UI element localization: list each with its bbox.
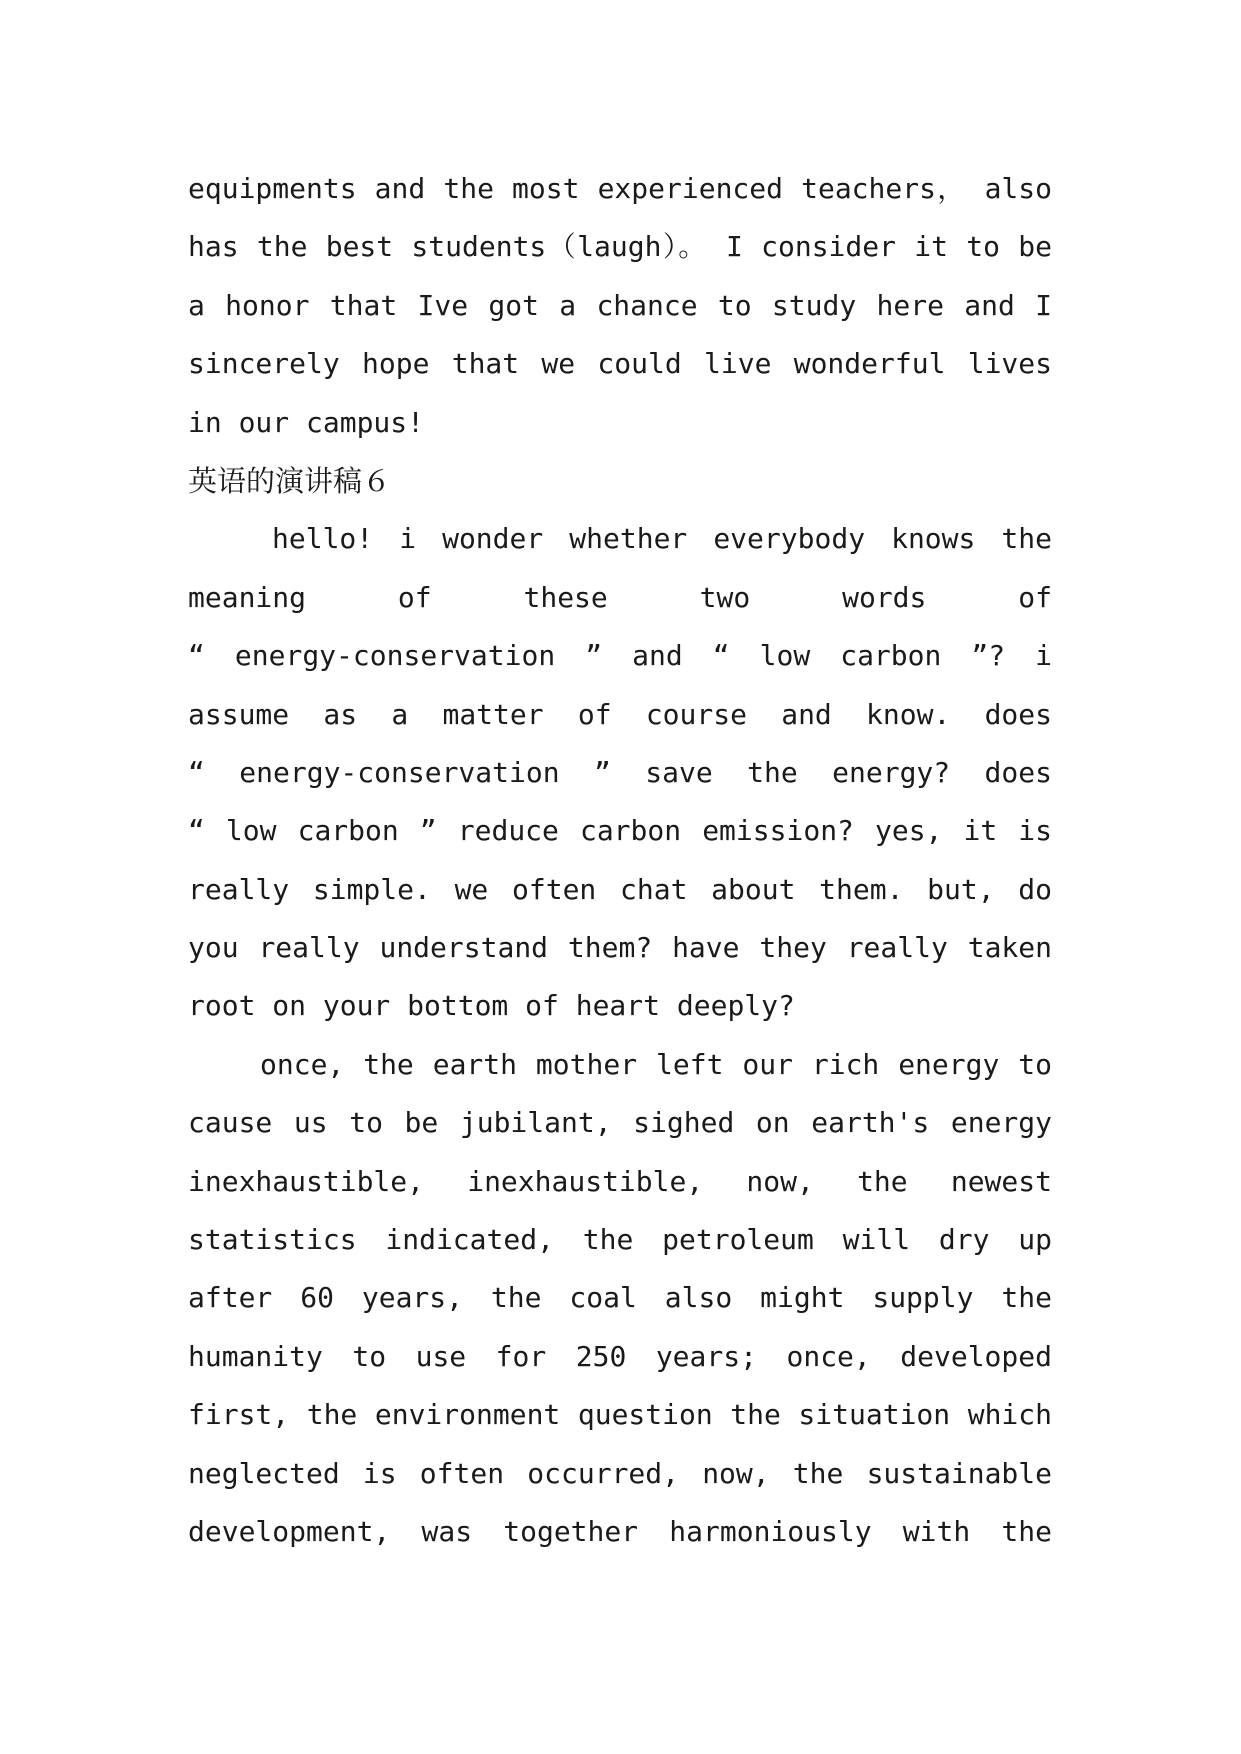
text-line: assume as a matter of course and know. does <box>188 697 1052 731</box>
text-line: first, the environment question the situation which <box>188 1398 1052 1432</box>
text-line: you really understand them? have they really taken <box>188 931 1052 965</box>
text-line: neglected is often occurred, now, the sustainable <box>188 1456 1052 1490</box>
text-line: once, the earth mother left our rich energy to <box>260 1047 1052 1081</box>
text-line: sincerely hope that we could live wonderful lives <box>188 347 1052 381</box>
text-line: root on your bottom of heart deeply? <box>188 989 795 1023</box>
text-line: development, was together harmoniously with the <box>188 1514 1052 1548</box>
text-line: equipments and the most experienced teachers， also <box>188 172 1052 205</box>
text-line: inexhaustible, inexhaustible, now, the newest <box>188 1164 1052 1198</box>
text-line: “ energy-conservation ” save the energy? does <box>188 755 1052 789</box>
continuation-paragraph <box>188 160 1052 452</box>
text-line: “ energy-conservation ” and “ low carbon ”? i <box>188 639 1052 673</box>
text-line: after 60 years, the coal also might supply the <box>188 1281 1052 1315</box>
document-body <box>188 160 1052 1561</box>
text-line: cause us to be jubilant, sighed on earth's energy <box>188 1106 1052 1140</box>
section-heading: 英语的演讲稿６ <box>188 463 392 498</box>
text-line: in our campus! <box>188 405 425 439</box>
text-line: meaning of these two words of <box>188 580 1052 614</box>
paragraph-1 <box>188 510 1052 1036</box>
text-line: has the best students（laugh）。 I consider it to be <box>188 230 1052 264</box>
text-line: “ low carbon ” reduce carbon emission? yes, it is <box>188 814 1052 848</box>
paragraph-2 <box>188 1036 1052 1562</box>
text-line: humanity to use for 250 years; once, developed <box>188 1339 1052 1373</box>
text-line: statistics indicated, the petroleum will dry up <box>188 1223 1052 1257</box>
text-line: really simple. we often chat about them. but, do <box>188 872 1052 906</box>
text-line: a honor that Ive got a chance to study here and I <box>188 288 1052 322</box>
text-line: hello! i wonder whether everybody knows the <box>272 522 1052 556</box>
